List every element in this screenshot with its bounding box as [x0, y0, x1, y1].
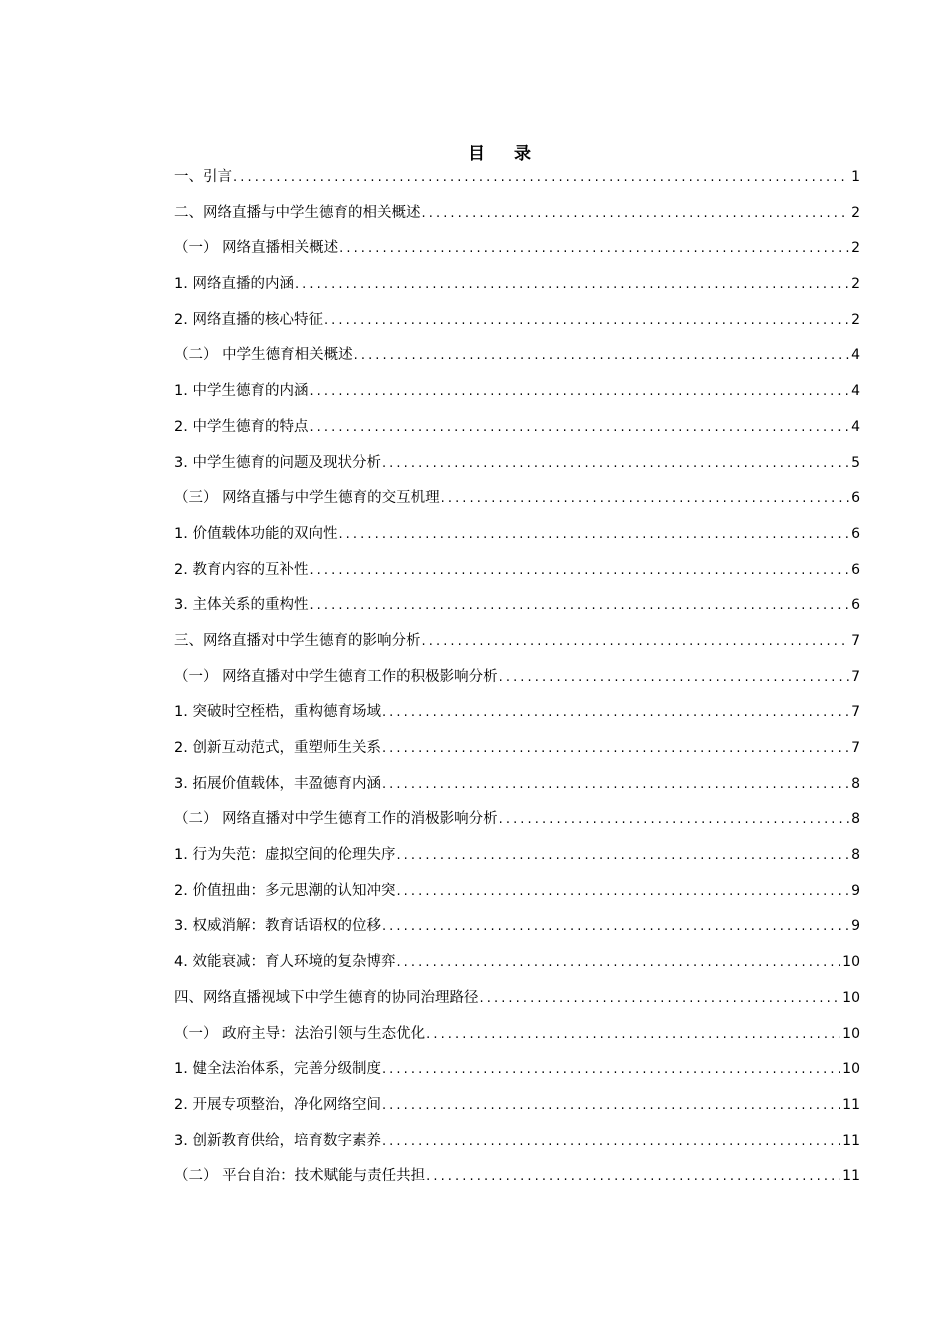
toc-page-number: 6 [851, 597, 860, 614]
toc-entry[interactable] [174, 879, 860, 915]
toc-page-number: 7 [851, 740, 860, 756]
toc-page-number: 10 [842, 1025, 860, 1042]
toc-entry[interactable] [174, 807, 860, 843]
toc-page-number: 6 [851, 490, 860, 507]
toc-entry[interactable] [174, 486, 860, 522]
toc-entry-title: 2. 开展专项整治，净化网络空间 [174, 1096, 381, 1113]
toc-entry-title: 三、网络直播对中学生德育的影响分析 [174, 632, 421, 649]
toc-dot-leader [382, 915, 849, 939]
toc-entry-title: 4. 效能衰减：育人环境的复杂博弈 [174, 954, 396, 971]
toc-page-number: 2 [851, 276, 860, 293]
toc-page-number: 11 [842, 1132, 860, 1149]
toc-title-char-1: 目 [468, 144, 486, 164]
toc-dot-leader [396, 844, 849, 868]
toc-entry[interactable] [174, 415, 860, 451]
toc-entry-title: 1. 健全法治体系，完善分级制度 [174, 1061, 381, 1078]
toc-page-number: 9 [851, 882, 860, 899]
toc-dot-leader [309, 416, 849, 440]
toc-entry-title: 2. 中学生德育的特点 [174, 418, 309, 435]
toc-page-number: 6 [851, 561, 860, 578]
toc-page-number: 8 [851, 847, 860, 864]
toc-dot-leader [396, 951, 840, 975]
toc-entry-title: 1. 突破时空桎梏，重构德育场域 [174, 704, 381, 721]
toc-dot-leader [295, 273, 849, 297]
toc-title [0, 139, 950, 164]
toc-page-number: 4 [851, 418, 860, 435]
toc-entry[interactable] [174, 772, 860, 808]
toc-page-number: 1 [851, 169, 860, 185]
toc-entry[interactable] [174, 700, 860, 736]
toc-dot-leader [499, 808, 849, 832]
toc-dot-leader [426, 1165, 840, 1189]
toc-dot-leader [382, 1094, 840, 1118]
toc-page-number: 10 [842, 989, 860, 1006]
toc-page-number: 7 [851, 632, 860, 649]
toc-page-number: 7 [851, 704, 860, 721]
toc-entry-title: （二） 中学生德育相关概述 [174, 347, 353, 364]
toc-entry-title: 2. 教育内容的互补性 [174, 561, 309, 578]
toc-entry[interactable] [174, 1093, 860, 1129]
toc-entry-title: 2. 价值扭曲：多元思潮的认知冲突 [174, 882, 396, 899]
toc-entry-title: 3. 拓展价值载体，丰盈德育内涵 [174, 775, 381, 792]
toc-dot-leader [480, 987, 841, 1011]
toc-page-number: 5 [851, 454, 860, 471]
toc-entry-title: 1. 中学生德育的内涵 [174, 383, 309, 400]
toc-page-number: 9 [851, 918, 860, 935]
toc-entry[interactable] [174, 665, 860, 701]
toc-page-number: 8 [851, 775, 860, 792]
toc-entry-title: 2. 网络直播的核心特征 [174, 311, 323, 328]
toc-entry-title: 3. 权威消解：教育话语权的位移 [174, 918, 381, 935]
toc-entry[interactable] [174, 165, 860, 201]
toc-page-number: 8 [851, 811, 860, 828]
toc-dot-leader [422, 630, 850, 654]
toc-page-number: 11 [842, 1168, 860, 1185]
toc-entry[interactable] [174, 1057, 860, 1093]
toc-entry[interactable] [174, 736, 860, 772]
toc-entry[interactable] [174, 343, 860, 379]
toc-entry[interactable] [174, 236, 860, 272]
toc-title-char-2: 录 [514, 144, 532, 164]
toc-entry-title: （一） 网络直播对中学生德育工作的积极影响分析 [174, 668, 498, 685]
toc-dot-leader [382, 1058, 840, 1082]
toc-dot-leader [441, 487, 849, 511]
toc-page-number: 7 [851, 668, 860, 685]
toc-dot-leader [382, 701, 849, 725]
toc-entry-title: 四、网络直播视域下中学生德育的协同治理路径 [174, 989, 479, 1006]
toc-dot-leader [309, 594, 849, 618]
toc-entry[interactable] [174, 272, 860, 308]
toc-entry-title: （二） 平台自治：技术赋能与责任共担 [174, 1168, 426, 1185]
toc-entry-title: 3. 主体关系的重构性 [174, 597, 309, 614]
toc-dot-leader [309, 559, 849, 583]
toc-entry-title: 3. 中学生德育的问题及现状分析 [174, 454, 381, 471]
toc-entry[interactable] [174, 201, 860, 237]
toc-entry-title: 二、网络直播与中学生德育的相关概述 [174, 204, 421, 221]
toc-page-number: 4 [851, 347, 860, 364]
toc-dot-leader [233, 166, 849, 190]
toc-entry[interactable] [174, 558, 860, 594]
toc-dot-leader [324, 309, 849, 333]
toc-entry[interactable] [174, 914, 860, 950]
toc-dot-leader [354, 344, 849, 368]
toc-entry-title: （一） 网络直播相关概述 [174, 240, 339, 257]
toc-entry-title: 一、引言 [174, 169, 232, 185]
toc-entry[interactable] [174, 379, 860, 415]
toc-page-number: 2 [851, 240, 860, 257]
toc-entry[interactable] [174, 986, 860, 1022]
toc-dot-leader [396, 880, 849, 904]
toc-dot-leader [499, 666, 849, 690]
toc-entry[interactable] [174, 522, 860, 558]
toc-entry[interactable] [174, 1022, 860, 1058]
toc-entry-title: （三） 网络直播与中学生德育的交互机理 [174, 490, 440, 507]
toc-dot-leader [382, 452, 849, 476]
toc-entry[interactable] [174, 593, 860, 629]
toc-page-number: 10 [842, 1061, 860, 1078]
toc-page-number: 6 [851, 525, 860, 542]
toc-dot-leader [382, 773, 849, 797]
toc-entry-title: 3. 创新教育供给，培育数字素养 [174, 1132, 381, 1149]
toc-page-number: 10 [842, 954, 860, 971]
toc-entry-title: 1. 行为失范：虚拟空间的伦理失序 [174, 847, 396, 864]
toc-dot-leader [338, 523, 849, 547]
toc-entry[interactable] [174, 451, 860, 487]
toc-entry-title: 1. 价值载体功能的双向性 [174, 525, 338, 542]
toc-dot-leader [309, 380, 849, 404]
toc-page-number: 2 [851, 204, 860, 221]
toc-dot-leader [339, 237, 849, 261]
toc-dot-leader [426, 1023, 840, 1047]
toc-page-number: 11 [842, 1096, 860, 1113]
toc-dot-leader [382, 1130, 840, 1154]
toc-entry-title: 1. 网络直播的内涵 [174, 276, 294, 293]
toc-entry[interactable] [174, 1164, 860, 1200]
toc-entry-title: 2. 创新互动范式，重塑师生关系 [174, 740, 381, 756]
toc-page-number: 4 [851, 383, 860, 400]
toc-entry[interactable] [174, 950, 860, 986]
table-of-contents [174, 165, 860, 1200]
toc-entry[interactable] [174, 843, 860, 879]
toc-entry[interactable] [174, 308, 860, 344]
toc-entry-title: （一） 政府主导：法治引领与生态优化 [174, 1025, 426, 1042]
toc-entry-title: （二） 网络直播对中学生德育工作的消极影响分析 [174, 811, 498, 828]
toc-dot-leader [382, 737, 849, 761]
toc-entry[interactable] [174, 629, 860, 665]
toc-dot-leader [422, 202, 850, 226]
toc-entry[interactable] [174, 1129, 860, 1165]
toc-page-number: 2 [851, 311, 860, 328]
